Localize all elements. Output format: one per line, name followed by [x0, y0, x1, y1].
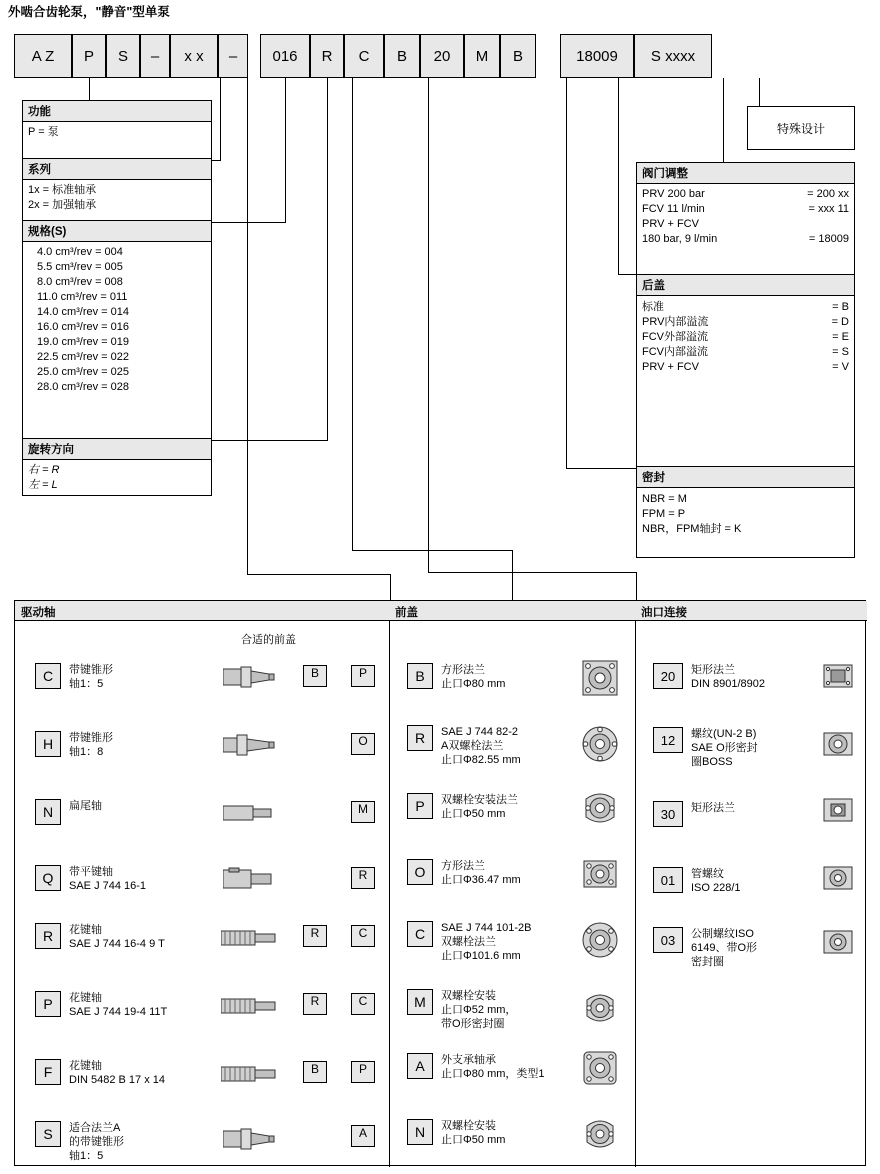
front-cover-option: A — [351, 1125, 375, 1147]
frontcover-code-box: O — [407, 859, 433, 885]
two-bolt-flange-icon — [581, 789, 619, 827]
block-function: 功能 P = 泵 — [22, 100, 212, 160]
code-box-dash2: – — [218, 34, 248, 78]
two-bolt-flange-icon — [581, 989, 619, 1027]
rect-flange-port-icon — [823, 661, 853, 691]
leader-seal-h — [566, 468, 636, 469]
port-item: 01 管螺纹 ISO 228/1 — [653, 867, 741, 895]
drive-item: S 适合法兰A 的带键锥形 轴1：5 — [35, 1121, 124, 1163]
leader-rearcover — [618, 78, 619, 274]
rect-flange-port-icon — [823, 795, 853, 825]
front-cover-option: R — [351, 867, 375, 889]
drive-item: R 花键轴 SAE J 744 16-4 9 T — [35, 923, 165, 951]
spline-shaft-icon — [221, 927, 277, 949]
frontcover-code-box: C — [407, 921, 433, 947]
frontcover-code-box: A — [407, 1053, 433, 1079]
leader-drive — [247, 78, 248, 574]
leader-seal — [566, 78, 567, 468]
valve-row: 180 bar, 9 l/min = 18009 — [642, 233, 849, 245]
front-cover-option: P — [351, 1061, 375, 1083]
block-seal: 密封 NBR = M FPM = P NBR，FPM轴封 = K — [636, 466, 855, 558]
size-row: 28.0 cm³/rev = 028 — [37, 381, 130, 393]
shaft-icon — [223, 733, 275, 757]
front-cover-option: B — [303, 665, 327, 687]
page-title: 外啮合齿轮泵，"静音"型单泵 — [8, 5, 170, 19]
port-item: 30 矩形法兰 — [653, 801, 735, 827]
front-cover-option: O — [351, 733, 375, 755]
rotation-row: 左 = L — [28, 479, 58, 491]
rotation-row: 右 = R — [28, 464, 60, 476]
drive-item: C 带键锥形 轴1：5 — [35, 663, 113, 691]
leader-drive-h — [247, 574, 390, 575]
round-flange-icon — [581, 725, 619, 763]
frontcover-code-box: R — [407, 725, 433, 751]
leader-size-h — [212, 222, 286, 223]
drive-code-box: P — [35, 991, 61, 1017]
frontcover-code-box: P — [407, 793, 433, 819]
port-code-box: 20 — [653, 663, 683, 689]
rearcover-row: 标准 = B — [642, 301, 849, 313]
suitable-front-cover-caption: 合适的前盖 — [241, 634, 296, 646]
drive-item: H 带键锥形 轴1：8 — [35, 731, 113, 759]
valve-row: FCV 11 l/min = xxx 11 — [642, 203, 849, 215]
frontcover-item: O 方形法兰 止口Φ36.47 mm — [407, 859, 521, 887]
code-box-p: P — [72, 34, 106, 78]
frontcover-item: R SAE J 744 82-2 A双螺栓法兰 止口Φ82.55 mm — [407, 725, 521, 767]
square-flange-icon — [581, 855, 619, 893]
port-code-box: 01 — [653, 867, 683, 893]
drive-code-box: S — [35, 1121, 61, 1147]
front-cover-option: R — [303, 925, 327, 947]
seal-row: FPM = P — [642, 508, 686, 520]
leader-port-v2 — [636, 572, 637, 600]
leader-rotation-h — [212, 440, 328, 441]
block-size: 规格(S) 4.0 cm³/rev = 004 5.5 cm³/rev = 005 8.0 cm³/rev = 008 11.0 cm³/rev = 011 14.0 cm³/rev = 014 16.0 cm³/rev = 016 19.0 cm³/rev = 019 22.5 cm³/rev = 022 25.0 cm³/rev = 025 28.0 cm³/rev = 028 — [22, 220, 212, 440]
seal-row: NBR = M — [642, 493, 687, 505]
frontcover-code-box: M — [407, 989, 433, 1015]
code-box-az: A Z — [14, 34, 72, 78]
square-flange-icon — [581, 659, 619, 697]
drive-item: Q 带平键轴 SAE J 744 16-1 — [35, 865, 146, 893]
seal-row: NBR，FPM轴封 = K — [642, 523, 742, 535]
size-row: 11.0 cm³/rev = 011 — [37, 291, 128, 303]
drive-item: F 花键轴 DIN 5482 B 17 x 14 — [35, 1059, 165, 1087]
leader-special — [759, 78, 760, 106]
rearcover-row: PRV内部溢流 = D — [642, 316, 849, 328]
code-box-b1: B — [384, 34, 420, 78]
leader-drive-v2 — [390, 574, 391, 600]
frontcover-item: M 双螺栓安装 止口Φ52 mm， 带O形密封圈 — [407, 989, 516, 1031]
leader-frontcover — [352, 78, 353, 550]
series-row: 1x = 标准轴承 — [28, 184, 97, 196]
code-box-c: C — [344, 34, 384, 78]
rearcover-row: FCV外部溢流 = E — [642, 331, 849, 343]
size-row: 19.0 cm³/rev = 019 — [37, 336, 130, 348]
front-cover-option: C — [351, 993, 375, 1015]
frontcover-item: A 外支承轴承 止口Φ80 mm，类型1 — [407, 1053, 545, 1081]
shaft-icon — [223, 803, 275, 823]
front-cover-option: C — [351, 925, 375, 947]
bottom-panels — [14, 600, 866, 1166]
drive-item: P 花键轴 SAE J 744 19-4 11T — [35, 991, 167, 1019]
port-item: 03 公制螺纹ISO 6149、带O形 密封圈 — [653, 927, 757, 969]
leader-frontcover-v2 — [512, 550, 513, 600]
block-series: 系列 1x = 标准轴承 2x = 加强轴承 — [22, 158, 212, 222]
leader-size — [285, 78, 286, 222]
size-row: 22.5 cm³/rev = 022 — [37, 351, 130, 363]
frontcover-item: P 双螺栓安装法兰 止口Φ50 mm — [407, 793, 518, 821]
two-bolt-flange-icon — [581, 1115, 619, 1153]
leader-valve — [723, 78, 724, 164]
block-valve-adjust: 阀门调整 PRV 200 bar = 200 xx FCV 11 l/min = xxx 11 PRV + FCV 180 bar, 9 l/min = 18009 — [636, 162, 855, 276]
leader-series — [220, 78, 221, 160]
panel-front-cover: 前盖 B 方形法兰 止口Φ80 mm R SAE J 744 82-2 A双螺栓法兰 止口Φ82.55 mm P 双螺栓安装法兰 止口Φ50 mm O 方形法兰 止口Φ36.47 mm C SAE J 744 101-2B 双螺栓法兰 止口Φ101.6 mm M 双螺栓安装 止口Φ52 mm， 带O形密封圈 A 外支承轴承 止口Φ80 mm，类型1 N 双螺栓安装 止口Φ50 mm — [389, 601, 635, 1167]
size-row: 8.0 cm³/rev = 008 — [37, 276, 123, 288]
size-row: 5.5 cm³/rev = 005 — [37, 261, 123, 273]
drive-code-box: C — [35, 663, 61, 689]
front-cover-option: B — [303, 1061, 327, 1083]
bearing-flange-icon — [581, 1049, 619, 1087]
pipe-thread-port-icon — [823, 863, 853, 893]
threaded-port-icon — [823, 729, 853, 759]
rearcover-row: PRV + FCV = V — [642, 361, 849, 373]
shaft-icon — [223, 665, 275, 689]
frontcover-item: N 双螺栓安装 止口Φ50 mm — [407, 1119, 505, 1147]
function-row: P = 泵 — [28, 126, 59, 138]
size-row: 14.0 cm³/rev = 014 — [37, 306, 130, 318]
front-cover-option: M — [351, 801, 375, 823]
spline-shaft-icon — [221, 995, 277, 1017]
frontcover-code-box: N — [407, 1119, 433, 1145]
front-cover-option: P — [351, 665, 375, 687]
drive-code-box: Q — [35, 865, 61, 891]
code-box-r: R — [310, 34, 344, 78]
spline-shaft-icon — [221, 1063, 277, 1085]
code-box-m: M — [464, 34, 500, 78]
front-cover-option: R — [303, 993, 327, 1015]
series-row: 2x = 加强轴承 — [28, 199, 97, 211]
code-box-016: 016 — [260, 34, 310, 78]
size-row: 4.0 cm³/rev = 004 — [37, 246, 123, 258]
port-item: 20 矩形法兰 DIN 8901/8902 — [653, 663, 765, 691]
size-row: 25.0 cm³/rev = 025 — [37, 366, 130, 378]
port-code-box: 03 — [653, 927, 683, 953]
code-box-20: 20 — [420, 34, 464, 78]
port-item: 12 螺纹(UN-2 B) SAE O形密封 圈BOSS — [653, 727, 758, 769]
leader-function — [89, 78, 90, 100]
code-box-s: S — [106, 34, 140, 78]
rearcover-row: FCV内部溢流 = S — [642, 346, 849, 358]
code-box-dash1: – — [140, 34, 170, 78]
drive-item: N 扁尾轴 — [35, 799, 102, 825]
port-code-box: 12 — [653, 727, 683, 753]
valve-row: PRV 200 bar = 200 xx — [642, 188, 849, 200]
valve-row: PRV + FCV — [642, 218, 699, 230]
shaft-icon — [223, 1127, 275, 1151]
code-box-b2: B — [500, 34, 536, 78]
drive-code-box: H — [35, 731, 61, 757]
port-code-box: 30 — [653, 801, 683, 827]
code-box-sxxxx: S xxxx — [634, 34, 712, 78]
code-box-18009: 18009 — [560, 34, 634, 78]
panel-port-connection: 油口连接 20 矩形法兰 DIN 8901/8902 12 螺纹(UN-2 B) SAE O形密封 圈BOSS 30 矩形法兰 01 管螺纹 ISO 228/1 03 公制螺纹ISO 6149、带O形 密封圈 — [635, 601, 867, 1167]
metric-thread-port-icon — [823, 927, 853, 957]
leader-rearcover-h — [618, 274, 636, 275]
leader-port-h — [428, 572, 636, 573]
block-rotation: 旋转方向 右 = R 左 = L — [22, 438, 212, 496]
drive-code-box: F — [35, 1059, 61, 1085]
frontcover-item: C SAE J 744 101-2B 双螺栓法兰 止口Φ101.6 mm — [407, 921, 532, 963]
drive-code-box: N — [35, 799, 61, 825]
drive-code-box: R — [35, 923, 61, 949]
leader-rotation — [327, 78, 328, 440]
code-box-xx: x x — [170, 34, 218, 78]
leader-frontcover-h — [352, 550, 512, 551]
round-flange-icon — [581, 921, 619, 959]
shaft-icon — [223, 867, 275, 891]
frontcover-code-box: B — [407, 663, 433, 689]
block-special-design: 特殊设计 — [747, 106, 855, 150]
leader-port — [428, 78, 429, 572]
panel-drive-shaft: 驱动轴 合适的前盖 C 带键锥形 轴1：5 B P H 带键锥形 轴1：8 O N 扁尾轴 M Q 带平键轴 SAE J 744 16-1 R R 花键轴 SAE J 744 16-4 9 T R C P 花键轴 SAE J 744 19-4 11T R C F 花键轴 DIN 5482 B 17 x 14 B P S 适合法兰A 的带键锥形 轴1：5 A — [15, 601, 389, 1167]
frontcover-item: B 方形法兰 止口Φ80 mm — [407, 663, 505, 691]
leader-series-h — [212, 160, 221, 161]
block-rear-cover: 后盖 标准 = B PRV内部溢流 = D FCV外部溢流 = E FCV内部溢流 = S PRV + FCV = V — [636, 274, 855, 468]
size-row: 16.0 cm³/rev = 016 — [37, 321, 130, 333]
